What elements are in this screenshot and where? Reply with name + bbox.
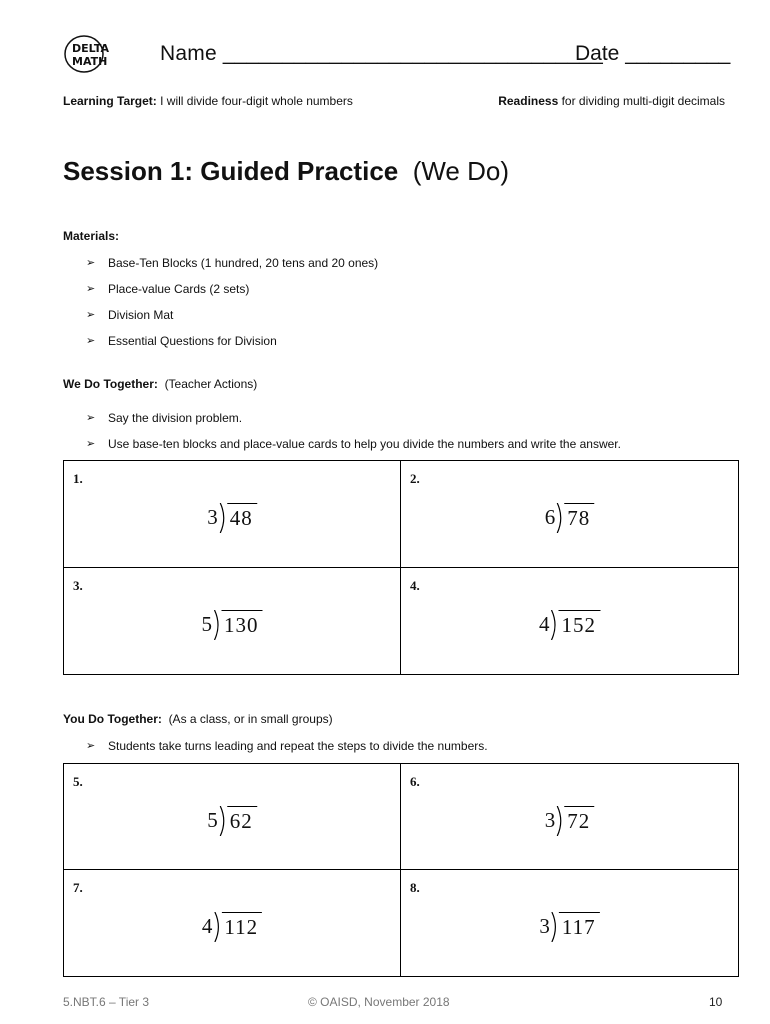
division-bracket-icon xyxy=(213,912,221,942)
you-do-list xyxy=(86,738,488,764)
problem-number: 3. xyxy=(73,577,83,593)
materials-list xyxy=(86,255,378,359)
list-item: ➢ Say the division problem. xyxy=(86,411,243,425)
we-do-list xyxy=(86,410,621,462)
division-bracket-icon xyxy=(551,610,559,640)
division-bracket-icon xyxy=(213,610,221,640)
divisor: 5 xyxy=(201,611,212,636)
divisor: 4 xyxy=(201,914,213,938)
divisor: 6 xyxy=(544,505,556,529)
problem-cell[interactable] xyxy=(401,764,738,870)
long-division xyxy=(202,912,262,942)
arrow-bullet-icon: ➢ xyxy=(86,283,96,295)
page-number: 10 xyxy=(709,995,723,1009)
dividend: 48 xyxy=(227,503,257,533)
problem-number: 4. xyxy=(410,577,420,593)
problem-number: 8. xyxy=(410,880,420,895)
division-bracket-icon xyxy=(556,503,564,533)
dividend: 130 xyxy=(221,610,263,640)
arrow-bullet-icon: ➢ xyxy=(86,335,96,347)
you-do-heading: You Do Together: (As a class, or in small groups) xyxy=(63,712,333,726)
arrow-bullet-icon: ➢ xyxy=(86,438,96,450)
problem-cell[interactable] xyxy=(401,568,738,675)
learning-target xyxy=(63,94,353,108)
logo-text-top: DELTA xyxy=(72,42,109,55)
problem-cell[interactable] xyxy=(401,461,738,568)
problem-number: 7. xyxy=(73,880,83,895)
divisor: 5 xyxy=(207,808,218,832)
logo-text-bottom: MATH xyxy=(72,55,108,68)
readiness-text: for dividing multi-digit decimals xyxy=(561,94,725,108)
we-do-heading: We Do Together: (Teacher Actions) xyxy=(63,377,258,391)
problem-number: 6. xyxy=(410,774,420,789)
list-item: ➢ Division Mat xyxy=(86,308,174,322)
divisor: 3 xyxy=(207,505,218,529)
footer-copyright: © OAISD, November 2018 xyxy=(308,995,450,1009)
readiness-label: Readiness xyxy=(498,94,559,108)
divisor: 3 xyxy=(544,808,556,832)
name-field: Name ________________________________ xyxy=(160,42,603,65)
you-do-problem-grid xyxy=(63,763,739,977)
learning-target-text: I will divide four-digit whole numbers xyxy=(160,94,353,108)
long-division xyxy=(207,806,257,836)
long-division xyxy=(545,503,595,533)
dividend: 152 xyxy=(559,610,601,640)
problem-cell[interactable] xyxy=(401,870,738,976)
arrow-bullet-icon: ➢ xyxy=(86,309,96,321)
readiness xyxy=(498,94,725,108)
problem-cell[interactable] xyxy=(64,461,401,568)
long-division xyxy=(539,912,599,942)
long-division xyxy=(545,806,595,836)
dividend: 72 xyxy=(564,806,594,836)
divisor: 4 xyxy=(539,611,550,636)
page-title xyxy=(63,156,509,187)
we-do-problem-grid xyxy=(63,460,739,675)
divisor: 3 xyxy=(539,914,550,938)
long-division xyxy=(207,503,257,533)
delta-math-logo xyxy=(62,34,122,74)
long-division xyxy=(539,610,600,640)
date-field: Date _________ xyxy=(575,42,731,65)
list-item: ➢ Use base-ten blocks and place-value cards to help you divide the numbers and write the answer. xyxy=(86,437,621,451)
learning-target-label: Learning Target: xyxy=(63,94,157,108)
problem-number: 2. xyxy=(410,471,420,486)
long-division xyxy=(202,610,263,640)
list-item: ➢ Base-Ten Blocks (1 hundred, 20 tens and 20 ones) xyxy=(86,256,379,270)
dividend: 78 xyxy=(564,503,594,533)
dividend: 117 xyxy=(559,912,600,942)
title-bold: Session 1: Guided Practice xyxy=(63,156,399,186)
problem-number: 5. xyxy=(73,774,83,789)
dividend: 62 xyxy=(227,806,257,836)
problem-cell[interactable] xyxy=(64,764,401,870)
list-item: ➢ Essential Questions for Division xyxy=(86,334,277,348)
list-item: ➢ Place-value Cards (2 sets) xyxy=(86,282,250,296)
problem-cell[interactable] xyxy=(64,568,401,675)
arrow-bullet-icon: ➢ xyxy=(86,740,96,752)
footer-code: 5.NBT.6 – Tier 3 xyxy=(63,995,150,1009)
materials-label: Materials: xyxy=(63,229,120,243)
title-normal: (We Do) xyxy=(412,156,509,186)
arrow-bullet-icon: ➢ xyxy=(86,412,96,424)
list-item: ➢ Students take turns leading and repeat the steps to divide the numbers. xyxy=(86,739,488,753)
division-bracket-icon xyxy=(551,912,559,942)
division-bracket-icon xyxy=(556,806,564,836)
division-bracket-icon xyxy=(219,503,227,533)
arrow-bullet-icon: ➢ xyxy=(86,257,96,269)
dividend: 112 xyxy=(221,912,262,942)
problem-cell[interactable] xyxy=(64,870,401,976)
problem-number: 1. xyxy=(73,471,83,486)
division-bracket-icon xyxy=(219,806,227,836)
